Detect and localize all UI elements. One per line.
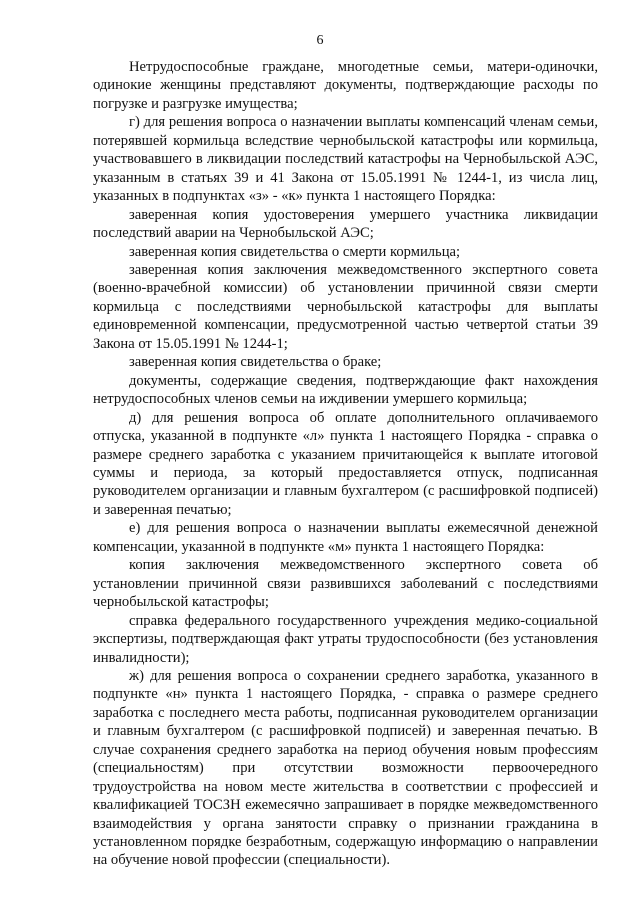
paragraph-marriage-certificate: заверенная копия свидетельства о браке; <box>129 354 382 371</box>
paragraph-expert-council-conclusion: заверенная копия заключения межведомственного экспертного совета (военно-врачебной комиссии) об установлении причинной связи смерти кормильца с последствиями чернобыльской катастрофы для выплаты единовременной компенсации, предусмотренной частью четвертой статьи 39 Закона от 15.05.1991 № 1244-1; <box>93 261 598 352</box>
paragraph-causal-link-conclusion: копия заключения межведомственного экспертного совета об установлении причинной связи развившихся заболеваний с последствиями чернобыльской катастрофы; <box>93 557 598 611</box>
paragraph-item-g: г) для решения вопроса о назначении выплаты компенсаций членам семьи, потерявшей кормильца вследствие чернобыльской катастрофы или кормильца, участвовавшего в ликвидации последствий катастрофы на Чернобыльской АЭС, указанным в статьях 39 и 41 Закона от 15.05.1991 № 1244-1, из числа лиц, указанных в подпунктах «з» - «к» пункта 1 настоящего Порядка: <box>93 114 598 205</box>
paragraph-item-e: е) для решения вопроса о назначении выплаты ежемесячной денежной компенсации, указанной в подпункте «м» пункта 1 настоящего Порядка: <box>93 520 598 555</box>
page-number: 6 <box>316 33 324 48</box>
paragraph-death-certificate: заверенная копия свидетельства о смерти кормильца; <box>129 243 461 260</box>
paragraph-item-zh: ж) для решения вопроса о сохранении среднего заработка, указанного в подпункте «н» пункта 1 настоящего Порядка, - справка о размере среднего заработка с последнего места работы, подписанная руководителем организации и главным бухгалтером (с расшифровкой подписей) и заверенная печатью. В случае сохранения среднего заработка на период обучения новым профессиям (специальностям) при отсутствии возможности первоочередного трудоустройства на новом месте жительства в соответствии с профессией и квалификацией ТОСЗН ежемесячно запрашивает в порядке межведомственного взаимодействия у органа занятости справку о признании гражданина в установленном порядке безработным, содержащую информацию о направлении на обучение новой профессии (специальности). <box>93 667 598 869</box>
paragraph-liquidator-certificate: заверенная копия удостоверения умершего участника ликвидации последствий аварии на Чернобыльской АЭС; <box>93 206 598 242</box>
paragraph-expenses-documents: Нетрудоспособные граждане, многодетные семьи, матери-одиночки, одинокие женщины представляют документы, подтверждающие расходы по погрузке и разгрузке имущества; <box>93 59 598 112</box>
paragraph-mse-certificate: справка федерального государственного учреждения медико-социальной экспертизы, подтверждающая факт утраты трудоспособности (без установления инвалидности); <box>93 612 598 666</box>
document-body <box>93 58 598 870</box>
paragraph-dependency-documents: документы, содержащие сведения, подтверждающие факт нахождения нетрудоспособных членов семьи на иждивении умершего кормильца; <box>93 372 598 408</box>
paragraph-item-d: д) для решения вопроса об оплате дополнительного оплачиваемого отпуска, указанной в подпункте «л» пункта 1 настоящего Порядка - справка о размере среднего заработка с указанием причитающейся к выплате итоговой суммы и периода, за который предоставляется отпуск, подписанная руководителем организации и главным бухгалтером (с расшифровкой подписей) и заверенная печатью; <box>93 409 598 518</box>
